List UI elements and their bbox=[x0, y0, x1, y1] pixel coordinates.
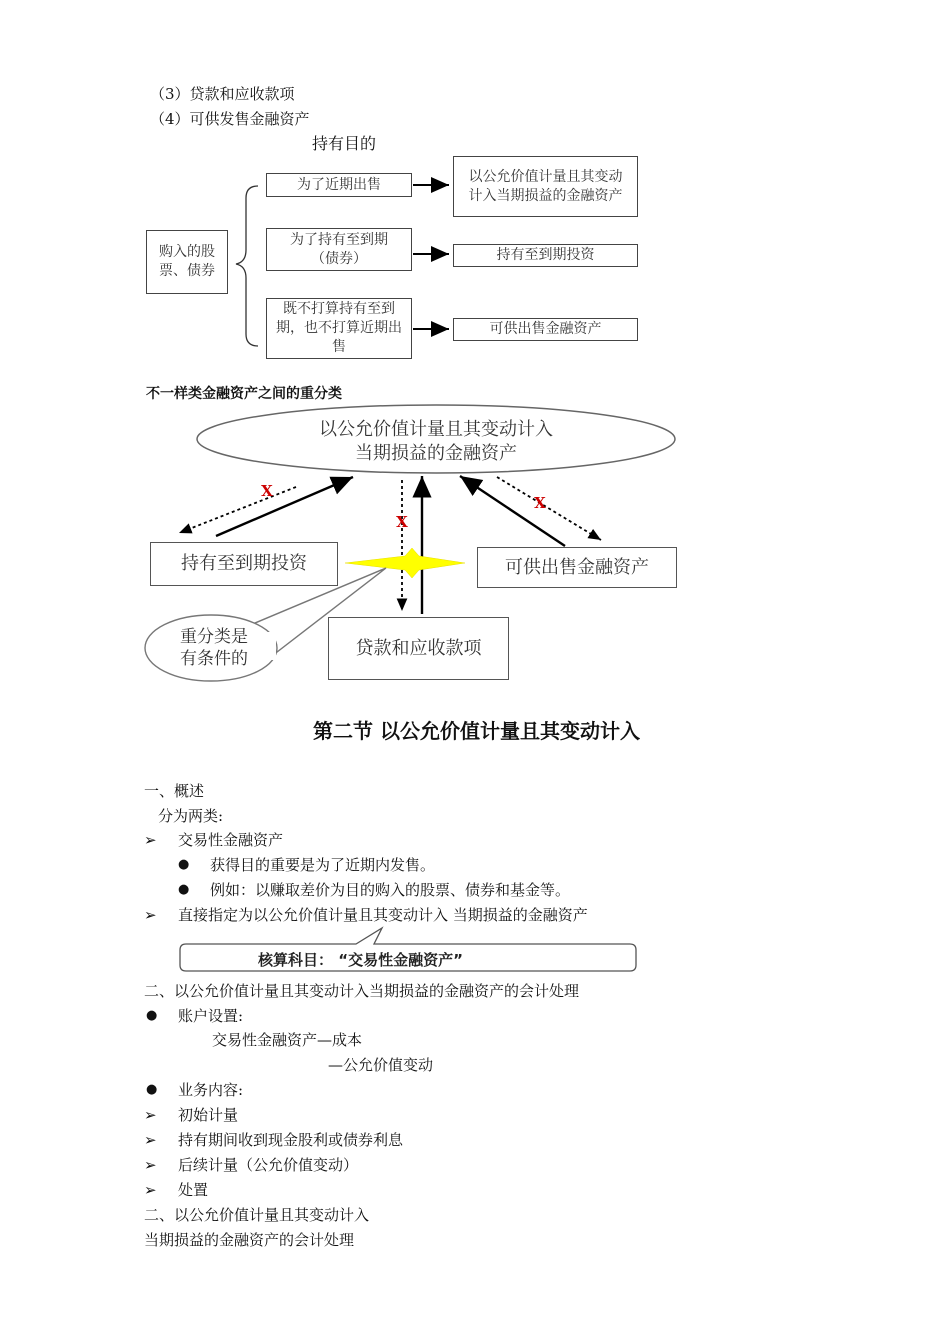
heading-accounting: 二、以公允价值计量且其变动计入当期损益的金融资产的会计处理 bbox=[144, 982, 580, 1000]
category-1-bullet-1: 获得目的重要是为了近期内发售。 bbox=[210, 856, 436, 874]
node-htm: 持有至到期投资 bbox=[150, 542, 338, 586]
diagram-header: 持有目的 bbox=[312, 134, 377, 153]
arrow-bullet-icon: ➢ bbox=[144, 906, 157, 924]
arrow-bullet-icon: ➢ bbox=[144, 1106, 157, 1124]
category-2: 直接指定为以公允价值计量且其变动计入 当期损益的金融资产 bbox=[178, 906, 588, 924]
accounting-subject: 核算科目： “交易性金融资产” bbox=[258, 951, 463, 969]
purpose-box-short-term: 为了近期出售 bbox=[266, 173, 412, 197]
list-item-4: （4）可供发售金融资产 bbox=[150, 110, 310, 128]
result-box-htm: 持有至到期投资 bbox=[453, 244, 638, 267]
source-box: 购入的股票、债券 bbox=[146, 230, 228, 294]
category-1-bullet-2: 例如：以赚取差价为目的购入的股票、债券和基金等。 bbox=[210, 881, 571, 899]
heading-accounting-repeat-2: 当期损益的金融资产的会计处理 bbox=[144, 1231, 355, 1249]
arrow-bullet-icon: ➢ bbox=[144, 831, 157, 849]
dot-bullet-icon: ● bbox=[178, 882, 190, 897]
node-afs: 可供出售金融资产 bbox=[477, 547, 677, 588]
heading-accounting-repeat-1: 二、以公允价值计量且其变动计入 bbox=[144, 1206, 370, 1224]
cross-icon: X bbox=[534, 494, 546, 512]
arrow-bullet-icon: ➢ bbox=[144, 1181, 157, 1199]
arrow-bullet-icon: ➢ bbox=[144, 1156, 157, 1174]
business-item-1: 初始计量 bbox=[178, 1106, 239, 1124]
result-box-afs: 可供出售金融资产 bbox=[453, 318, 638, 341]
category-1: 交易性金融资产 bbox=[178, 831, 284, 849]
dot-bullet-icon: ● bbox=[178, 857, 190, 872]
cross-icon: X bbox=[261, 482, 273, 500]
list-item-3: （3）贷款和应收款项 bbox=[150, 85, 295, 103]
cross-icon: X bbox=[396, 513, 408, 531]
account-fv-change: —公允价值变动 bbox=[328, 1056, 434, 1074]
reclassification-label: 不一样类金融资产之间的重分类 bbox=[146, 386, 342, 402]
split-text: 分为两类: bbox=[158, 807, 224, 825]
account-cost: 交易性金融资产—成本 bbox=[212, 1031, 363, 1049]
heading-overview: 一、概述 bbox=[144, 782, 205, 800]
business-item-3: 后续计量（公允价值变动） bbox=[178, 1156, 359, 1174]
business-content: 业务内容: bbox=[178, 1081, 244, 1099]
account-setup: 账户设置: bbox=[178, 1007, 244, 1025]
center-node-label: 以公允价值计量且其变动计入当期损益的金融资产 bbox=[319, 419, 553, 464]
callout-text: 重分类是有条件的 bbox=[180, 627, 248, 669]
dot-bullet-icon: ● bbox=[146, 1008, 158, 1023]
purpose-box-hold-to-maturity: 为了持有至到期（债券） bbox=[266, 228, 412, 271]
purpose-box-neither: 既不打算持有至到期，也不打算近期出售 bbox=[266, 298, 412, 359]
business-item-2: 持有期间收到现金股利或债券利息 bbox=[178, 1131, 404, 1149]
dot-bullet-icon: ● bbox=[146, 1082, 158, 1097]
result-box-fvtpl: 以公允价值计量且其变动计入当期损益的金融资产 bbox=[453, 156, 638, 217]
node-loans: 贷款和应收款项 bbox=[328, 617, 509, 680]
section-title: 第二节 以公允价值计量且其变动计入 bbox=[313, 719, 640, 743]
arrow-bullet-icon: ➢ bbox=[144, 1131, 157, 1149]
business-item-4: 处置 bbox=[178, 1181, 209, 1199]
